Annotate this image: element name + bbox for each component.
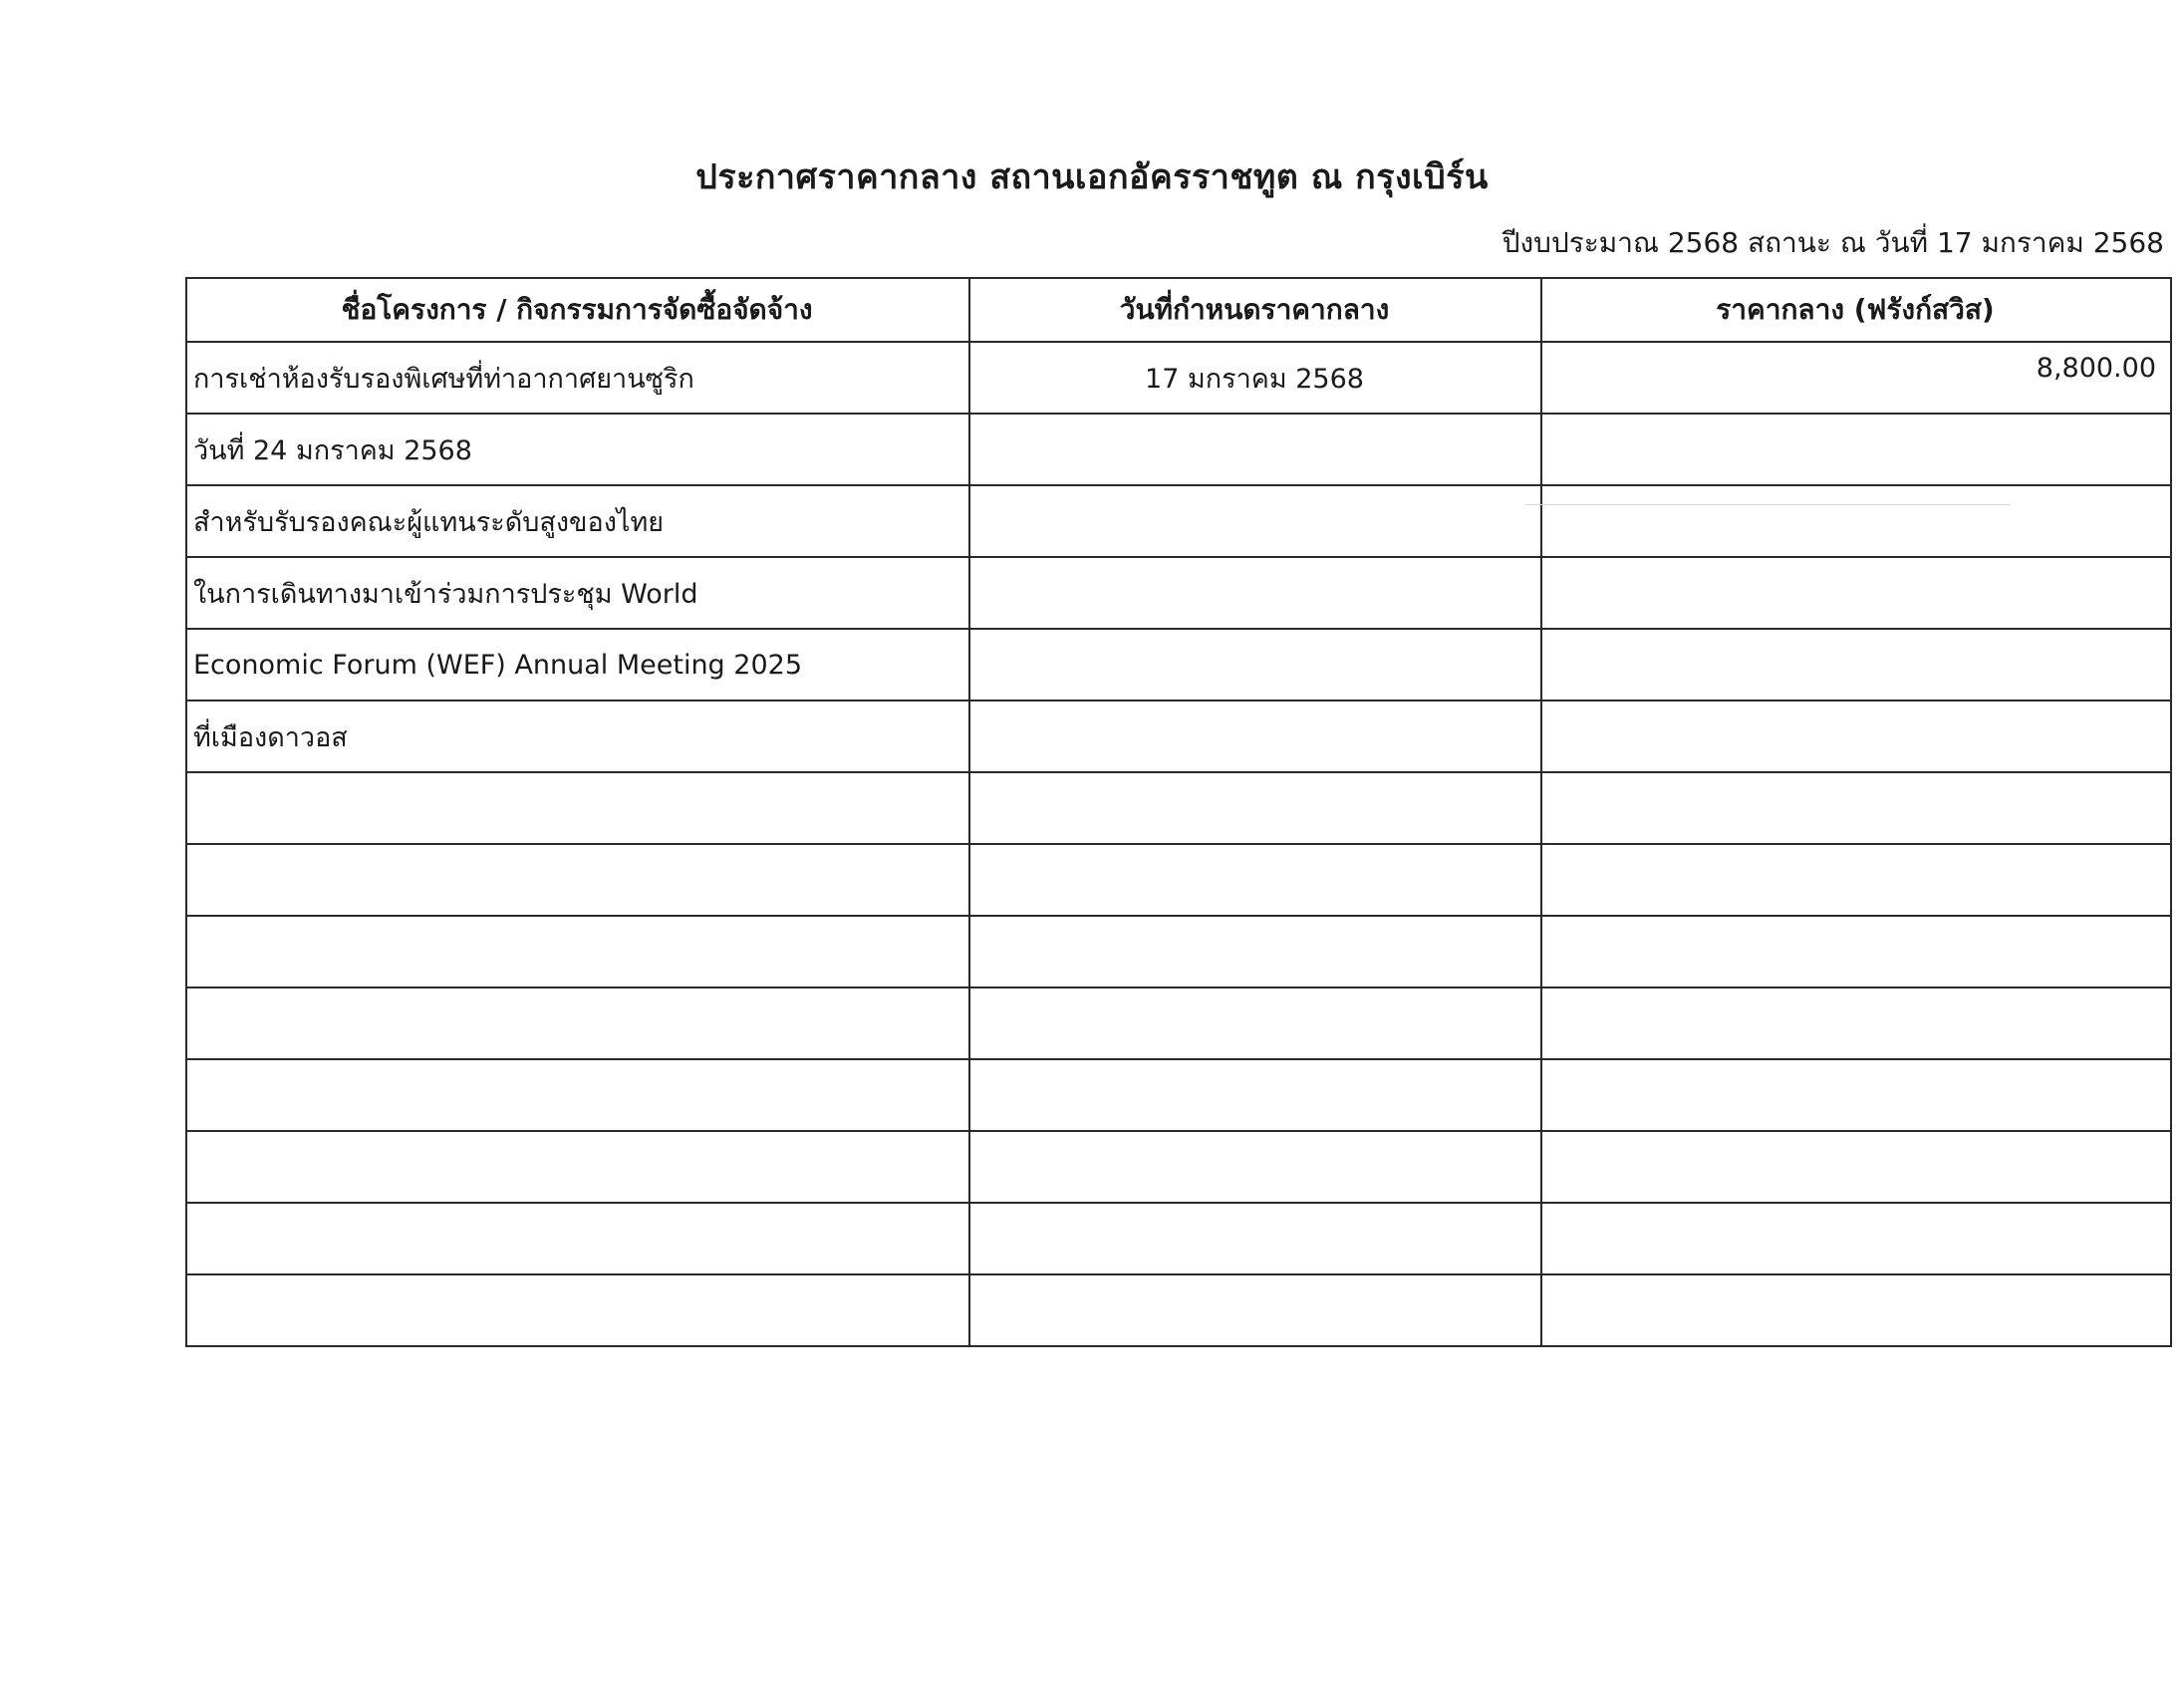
cell-project-name <box>186 844 969 916</box>
header-median-price: ราคากลาง (ฟรังก์สวิส) <box>1541 278 2171 342</box>
cell-median-price <box>1541 1131 2171 1203</box>
cell-price-date <box>969 987 1541 1059</box>
table-row <box>186 844 2171 916</box>
cell-project-name: ในการเดินทางมาเข้าร่วมการประชุม World <box>186 557 969 629</box>
cell-price-date: 17 มกราคม 2568 <box>969 342 1541 414</box>
table-header-row <box>186 278 2171 342</box>
cell-project-name <box>186 1274 969 1346</box>
cell-median-price <box>1541 1203 2171 1274</box>
cell-median-price <box>1541 629 2171 701</box>
cell-price-date <box>969 1059 1541 1131</box>
cell-project-name: ที่เมืองดาวอส <box>186 701 969 772</box>
cell-project-name <box>186 772 969 844</box>
cell-median-price <box>1541 701 2171 772</box>
cell-project-name: Economic Forum (WEF) Annual Meeting 2025 <box>186 629 969 701</box>
table-row <box>186 772 2171 844</box>
cell-median-price <box>1541 485 2171 557</box>
cell-project-name <box>186 987 969 1059</box>
cell-project-name <box>186 1131 969 1203</box>
cell-median-price <box>1541 1059 2171 1131</box>
cell-project-name: วันที่ 24 มกราคม 2568 <box>186 414 969 485</box>
table-row <box>186 701 2171 772</box>
cell-median-price <box>1541 1274 2171 1346</box>
cell-median-price <box>1541 916 2171 987</box>
cell-project-name: สำหรับรับรองคณะผู้แทนระดับสูงของไทย <box>186 485 969 557</box>
cell-price-date <box>969 1274 1541 1346</box>
cell-median-price: 8,800.00 <box>1541 342 2171 414</box>
cell-price-date <box>969 629 1541 701</box>
cell-price-date <box>969 1203 1541 1274</box>
table-row <box>186 916 2171 987</box>
scan-artifact-line <box>1524 504 2011 505</box>
cell-price-date <box>969 414 1541 485</box>
cell-median-price <box>1541 772 2171 844</box>
table-row <box>186 1274 2171 1346</box>
cell-price-date <box>969 1131 1541 1203</box>
header-price-date: วันที่กำหนดราคากลาง <box>969 278 1541 342</box>
cell-price-date <box>969 485 1541 557</box>
cell-median-price <box>1541 414 2171 485</box>
cell-project-name <box>186 916 969 987</box>
cell-price-date <box>969 772 1541 844</box>
cell-project-name: การเช่าห้องรับรองพิเศษที่ท่าอากาศยานซูริก <box>186 342 969 414</box>
table-row <box>186 342 2171 414</box>
cell-project-name <box>186 1203 969 1274</box>
cell-median-price <box>1541 844 2171 916</box>
cell-median-price <box>1541 557 2171 629</box>
header-project-name: ชื่อโครงการ / กิจกรรมการจัดซื้อจัดจ้าง <box>186 278 969 342</box>
table-row <box>186 485 2171 557</box>
cell-price-date <box>969 844 1541 916</box>
document-title: ประกาศราคากลาง สถานเอกอัครราชทูต ณ กรุงเบิร์น <box>695 157 1489 197</box>
cell-price-date <box>969 916 1541 987</box>
cell-price-date <box>969 557 1541 629</box>
cell-price-date <box>969 701 1541 772</box>
table-row <box>186 1203 2171 1274</box>
table-row <box>186 557 2171 629</box>
price-table <box>185 277 2172 1347</box>
table-row <box>186 414 2171 485</box>
cell-project-name <box>186 1059 969 1131</box>
table-row <box>186 1131 2171 1203</box>
document-subtitle: ปีงบประมาณ 2568 สถานะ ณ วันที่ 17 มกราคม 2568 <box>1502 226 2164 259</box>
table-row <box>186 1059 2171 1131</box>
cell-median-price <box>1541 987 2171 1059</box>
table-row <box>186 987 2171 1059</box>
table-row <box>186 629 2171 701</box>
